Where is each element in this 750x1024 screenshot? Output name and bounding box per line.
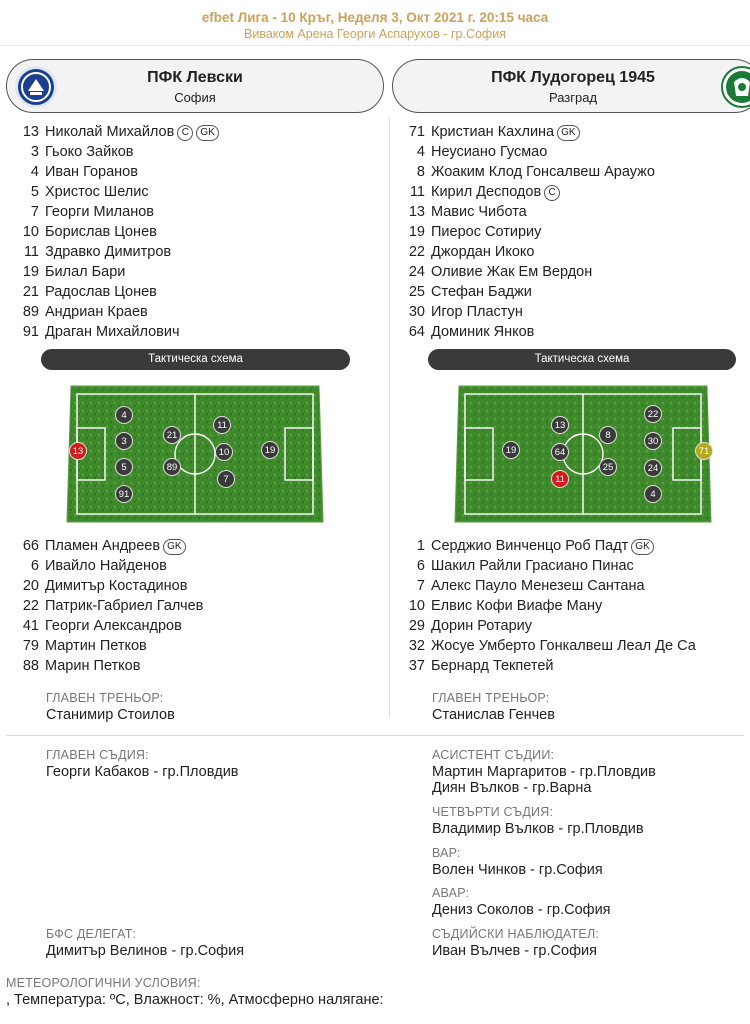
list-item[interactable]: 20 Димитър Костадинов — [22, 578, 188, 594]
formation-marker[interactable]: 25 — [599, 458, 617, 476]
away-team-city: Разград — [548, 90, 598, 105]
list-item[interactable]: 6 Ивайло Найденов — [30, 558, 167, 574]
list-item[interactable]: 13 Мавис Чибота — [408, 204, 527, 220]
list-item[interactable]: 88 Марин Петков — [22, 658, 141, 674]
list-item[interactable]: 66 Пламен Андреев GK — [6, 536, 203, 556]
formation-marker[interactable]: 22 — [644, 405, 662, 423]
list-item[interactable]: 7 Георги Миланов — [30, 204, 154, 220]
column-divider — [389, 118, 390, 718]
list-item[interactable]: 4 Неусиано Гусмао — [416, 144, 548, 160]
list-item[interactable]: 3 Гьоко Зайков — [30, 144, 134, 160]
weather-text: , Температура: ºC, Влажност: %, Атмосферно налягане: — [6, 992, 384, 1008]
list-item[interactable]: 5 Христос Шелис — [30, 184, 149, 200]
formation-marker[interactable]: 5 — [115, 458, 133, 476]
home-coach-name: Станимир Стоилов — [46, 707, 175, 723]
referee-name: Георги Кабаков - гр.Пловдив — [46, 764, 239, 780]
list-item[interactable]: 91 Драган Михайлович — [22, 324, 180, 340]
observer-name: Иван Вълчев - гр.София — [432, 943, 597, 959]
away-coach-name: Станислав Генчев — [432, 707, 555, 723]
weather-label: МЕТЕОРОЛОГИЧНИ УСЛОВИЯ: — [6, 976, 201, 990]
formation-marker[interactable]: 13 — [69, 442, 87, 460]
away-starters-list — [392, 122, 655, 342]
list-item[interactable]: 1 Серджио Винченцо Роб Падт GK — [392, 536, 696, 556]
goalkeeper-badge: GK — [557, 125, 579, 141]
formation-marker[interactable]: 4 — [115, 406, 133, 424]
list-item[interactable]: 19 Билал Бари — [22, 264, 126, 280]
var-name: Волен Чинков - гр.София — [432, 862, 603, 878]
match-venue: Виваком Арена Георги Аспарухов - гр.София — [244, 27, 506, 41]
away-coach-label: ГЛАВЕН ТРЕНЬОР: — [432, 691, 550, 705]
match-header: efbet Лига - 10 Кръг, Неделя 3, Окт 2021 г. 20:15 часа — [201, 10, 549, 25]
list-item[interactable]: 10 Елвис Кофи Виафе Ману — [408, 598, 603, 614]
formation-marker[interactable]: 13 — [551, 416, 569, 434]
ludogorets-crest-icon — [721, 66, 750, 108]
list-item[interactable]: 22 Патрик-Габриел Галчев — [22, 598, 204, 614]
formation-marker[interactable]: 71 — [695, 442, 713, 460]
list-item[interactable]: 8 Жоаким Клод Гонсалвеш Араужо — [416, 164, 655, 180]
home-team-card[interactable] — [6, 59, 384, 113]
home-tactics-button[interactable]: Тактическа схема — [41, 349, 350, 370]
away-tactics-button[interactable]: Тактическа схема — [428, 349, 736, 370]
formation-marker[interactable]: 21 — [163, 426, 181, 444]
list-item[interactable]: 11 Кирил Десподов C — [392, 182, 655, 202]
list-item[interactable]: 22 Джордан Икоко — [408, 244, 535, 260]
list-item[interactable]: 24 Оливие Жак Ем Вердон — [408, 264, 593, 280]
list-item[interactable]: 41 Георги Александров — [22, 618, 182, 634]
home-team-name: ПФК Левски — [147, 69, 243, 86]
section-divider — [6, 735, 744, 736]
home-coach-label: ГЛАВЕН ТРЕНЬОР: — [46, 691, 164, 705]
list-item[interactable]: 25 Стефан Баджи — [408, 284, 532, 300]
list-item[interactable]: 30 Игор Пластун — [408, 304, 523, 320]
formation-marker[interactable]: 10 — [215, 443, 233, 461]
home-team-city: София — [174, 90, 216, 105]
home-formation-pitch — [65, 384, 325, 524]
list-item[interactable]: 21 Радослав Цонев — [22, 284, 157, 300]
captain-badge: C — [544, 185, 560, 201]
list-item[interactable]: 4 Иван Горанов — [30, 164, 138, 180]
captain-badge: C — [177, 125, 193, 141]
formation-marker[interactable]: 89 — [163, 458, 181, 476]
goalkeeper-badge: GK — [631, 539, 653, 555]
formation-marker[interactable]: 19 — [261, 441, 279, 459]
list-item[interactable]: 6 Шакил Райли Грасиано Пинас — [416, 558, 634, 574]
home-starters-list — [6, 122, 219, 342]
list-item[interactable]: 29 Дорин Ротариу — [408, 618, 532, 634]
avar-label: АВАР: — [432, 886, 470, 900]
delegate-label: БФС ДЕЛЕГАТ: — [46, 927, 137, 941]
formation-marker[interactable]: 91 — [115, 485, 133, 503]
avar-name: Дениз Соколов - гр.София — [432, 902, 611, 918]
list-item[interactable]: 10 Борислав Цонев — [22, 224, 157, 240]
goalkeeper-badge: GK — [163, 539, 185, 555]
list-item[interactable]: 64 Доминик Янков — [408, 324, 535, 340]
away-formation-pitch — [453, 384, 713, 524]
formation-marker[interactable]: 64 — [551, 443, 569, 461]
fourth-official-label: ЧЕТВЪРТИ СЪДИЯ: — [432, 805, 554, 819]
list-item[interactable]: 13 Николай Михайлов C GK — [6, 122, 219, 142]
away-team-name: ПФК Лудогорец 1945 — [491, 69, 655, 86]
list-item[interactable]: 79 Мартин Петков — [22, 638, 147, 654]
formation-marker[interactable]: 11 — [551, 470, 569, 488]
list-item[interactable]: 32 Жосуе Умберто Гонкалвеш Леал Де Са — [408, 638, 696, 654]
assistants-label: АСИСТЕНТ СЪДИИ: — [432, 748, 555, 762]
header-divider — [0, 45, 750, 46]
referee-label: ГЛАВЕН СЪДИЯ: — [46, 748, 149, 762]
list-item[interactable]: 71 Кристиан Кахлина GK — [392, 122, 655, 142]
away-subs-list — [392, 536, 696, 676]
list-item[interactable]: 11 Здравко Димитров — [23, 244, 172, 260]
goalkeeper-badge: GK — [196, 125, 218, 141]
formation-marker[interactable]: 19 — [502, 441, 520, 459]
list-item[interactable]: 7 Алекс Пауло Менезеш Сантана — [416, 578, 645, 594]
list-item[interactable]: 37 Бернард Текпетей — [408, 658, 554, 674]
fourth-official-name: Владимир Вълков - гр.Пловдив — [432, 821, 644, 837]
formation-marker[interactable]: 24 — [644, 459, 662, 477]
formation-marker[interactable]: 8 — [599, 426, 617, 444]
assistant-2-name: Диян Вълков - гр.Варна — [432, 780, 592, 796]
home-subs-list — [6, 536, 203, 676]
formation-marker[interactable]: 3 — [115, 432, 133, 450]
list-item[interactable]: 19 Пиерос Сотириу — [408, 224, 542, 240]
observer-label: СЪДИЙСКИ НАБЛЮДАТЕЛ: — [432, 927, 600, 941]
assistant-1-name: Мартин Маргаритов - гр.Пловдив — [432, 764, 656, 780]
formation-marker[interactable]: 30 — [644, 432, 662, 450]
list-item[interactable]: 89 Андриан Краев — [22, 304, 148, 320]
formation-marker[interactable]: 4 — [644, 485, 662, 503]
formation-marker[interactable]: 11 — [213, 416, 231, 434]
formation-marker[interactable]: 7 — [217, 470, 235, 488]
delegate-name: Димитър Велинов - гр.София — [46, 943, 245, 959]
var-label: ВАР: — [432, 846, 461, 860]
away-team-card[interactable] — [392, 59, 750, 113]
